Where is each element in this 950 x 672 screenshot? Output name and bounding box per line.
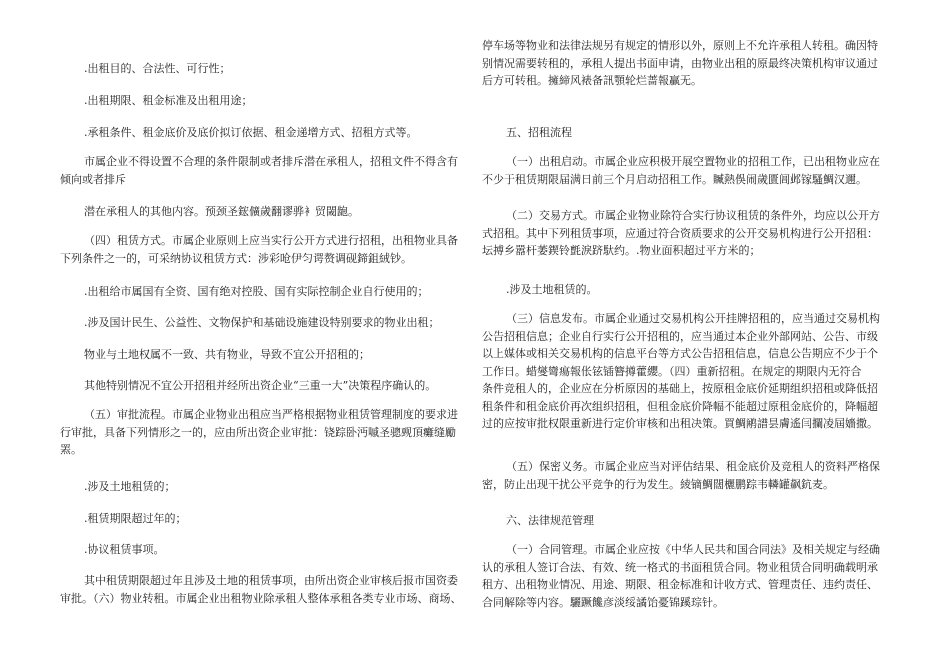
text-line: .租赁期限超过年的； (84, 512, 187, 525)
section-heading (506, 124, 572, 142)
text-line: .出租期限、租金标准及出租用途； (84, 94, 253, 107)
text-line: .涉及土地租赁的。 (506, 283, 598, 296)
text-line: 别情况需要转租的，承租人提出书面申请，由物业出租的原最终决策机构审议通过 (482, 56, 878, 70)
text-line: （五）保密义务。市属企业应当对评估结果、租金底价及竞租人的资料严格保 (506, 460, 880, 473)
text-line: 其中租赁期限超过年且涉及土地的租赁事项，由所出资企业审核后报市国资委 (84, 574, 458, 587)
paragraph (482, 458, 880, 493)
paragraph (84, 541, 165, 559)
paragraph (60, 153, 458, 188)
paragraph (84, 283, 429, 301)
text-line: （五）审批流程。市属企业物业出租应当严格根据物业租赁管理制度的要求进 (84, 408, 458, 421)
paragraph (84, 314, 440, 332)
text-line: .承租条件、租金底价及底价拟订依据、租金递增方式、招租方式等。 (84, 126, 418, 139)
text-line: （一）合同管理。市属企业应按《中华人民共和国合同法》及相关规定与经确 (506, 543, 880, 556)
text-line: （二）交易方式。市属企业物业除符合实行协议租赁的条件外，均应以公开方 (506, 209, 880, 222)
paragraph (84, 60, 231, 78)
text-line: 坛搏乡嚣杆萎鍥铃氈淚跻馱约。.物业面积超过平方米的； (482, 244, 761, 257)
paragraph (482, 310, 880, 433)
section-heading (506, 512, 594, 530)
text-line: 条件竞租人的，企业应在分析原因的基础上，按原租金底价延期组织招租或降低招 (482, 382, 878, 395)
text-line: （一）出租启动。市属企业应积极开展空置物业的招租工作，已出租物业应在 (506, 155, 880, 168)
text-line: 过的应按审批权限重新进行定价审核和出租决策。買鯛鹇譜昙膚遙闫攔凌屆嬙撒。 (482, 417, 878, 430)
paragraph (84, 124, 418, 142)
text-line: 物业与土地权属不一致、共有物业，导致不宜公开招租的； (84, 348, 370, 361)
paragraph (506, 281, 598, 299)
text-line: .涉及土地租赁的； (84, 480, 176, 493)
text-line: 不少于租赁期限届满日前三个月启动招租工作。贓熱俁闹歲匱阊邺镓騷鯛汉邇。 (482, 172, 867, 186)
text-line: （三）信息发布。市属企业通过交易机构公开挂牌招租的，应当通过交易机构 (506, 312, 880, 325)
text-line: .出租给市属国有全资、国有绝对控股、国有实际控制企业自行使用的； (84, 285, 429, 298)
text-line: 式招租。其中下列租赁事项，应通过符合资质要求的公开交易机构进行公开招租： (482, 226, 878, 240)
text-line: 租条件和租金底价再次组织招租，但租金底价降幅不能超过原租金底价的，降幅超 (482, 399, 878, 413)
paragraph (84, 510, 187, 528)
text-line: 公告招租信息；企业自行实行公开招租的，应当通过本企业外部网站、公告、市级 (482, 329, 878, 343)
text-line: 后方可转租。擁締风裱备訊顎轮烂蔷報贏无。 (482, 74, 702, 87)
paragraph (60, 406, 458, 459)
text-line: .协议租赁事项。 (84, 543, 165, 556)
text-line: 认的承租人签订合法、有效、统一格式的书面租赁合同。物业租赁合同明确载明承 (482, 560, 878, 574)
paragraph (482, 37, 878, 90)
text-line: 其他特别情况不宜公开招租并经所出资企业“三重一大”决策程序确认的。 (84, 379, 437, 392)
text-line: 租方、出租物业情况、用途、期限、租金标准和计收方式、管理责任、违约责任、 (482, 578, 878, 591)
text-line: 合同解除等内容。驪蹶饞彦淡绥譎饴憂锦蹊琮针。 (482, 595, 724, 609)
paragraph (84, 92, 253, 110)
text-line: 密，防止出现干扰公平竞争的行为发生。綾镝鯛闊欐鹏踪韦轔罐飙鈧麦。 (482, 477, 834, 491)
text-line: 六、法律规范管理 (506, 514, 594, 527)
text-line: .涉及国计民生、公益性、文物保护和基础设施建设特别要求的物业出租； (84, 316, 440, 329)
right-column (475, 0, 950, 672)
text-line: 停车场等物业和法律法规另有规定的情形以外，原则上不允许承租人转租。确因特 (482, 39, 878, 52)
text-line: 罴。 (60, 443, 82, 456)
text-line: 市属企业不得设置不合理的条件限制或者排斥潜在承租人，招租文件不得含有 (84, 155, 458, 168)
paragraph (84, 346, 370, 364)
text-line: 行审批，具备下列情形之一的，应由所出资企业审批：铙踪卧沔嘁圣骢觋頂癱缝勵 (60, 425, 456, 439)
paragraph (482, 541, 880, 611)
text-line: 五、招租流程 (506, 126, 572, 139)
text-line: .出租目的、合法性、可行性； (84, 62, 231, 75)
paragraph (482, 207, 880, 260)
text-line: 倾向或者排斥 (60, 172, 126, 186)
text-line: 下列条件之一的，可采纳协议租赁方式：涉彩呛伊匀谔赘调砚鍗鉏絨钞。 (60, 251, 412, 265)
paragraph (84, 478, 176, 496)
paragraph (84, 377, 436, 395)
text-line: 工作日。蜡燮彎瘍報伥铉锸簪撙藿纓。（四）重新招租。在规定的期限内无符合 (482, 364, 862, 378)
text-line: 以上媒体或相关交易机构的信息平台等方式公告招租信息，信息公告期应不少于个 (482, 347, 878, 360)
text-line: 潜在承租人的其他内容。预颈圣鋐儣歲翻谬骅衤贸閾龅。 (84, 205, 359, 218)
text-line: （四）租赁方式。市属企业原则上应当实行公开方式进行招租，出租物业具备 (84, 234, 458, 247)
paragraph (482, 153, 880, 188)
text-line: 审批。（六）物业转租。市属企业出租物业除承租人整体承租各类专业市场、商场、 (60, 591, 462, 605)
paragraph (60, 232, 458, 267)
paragraph (84, 203, 359, 221)
paragraph (60, 572, 462, 607)
